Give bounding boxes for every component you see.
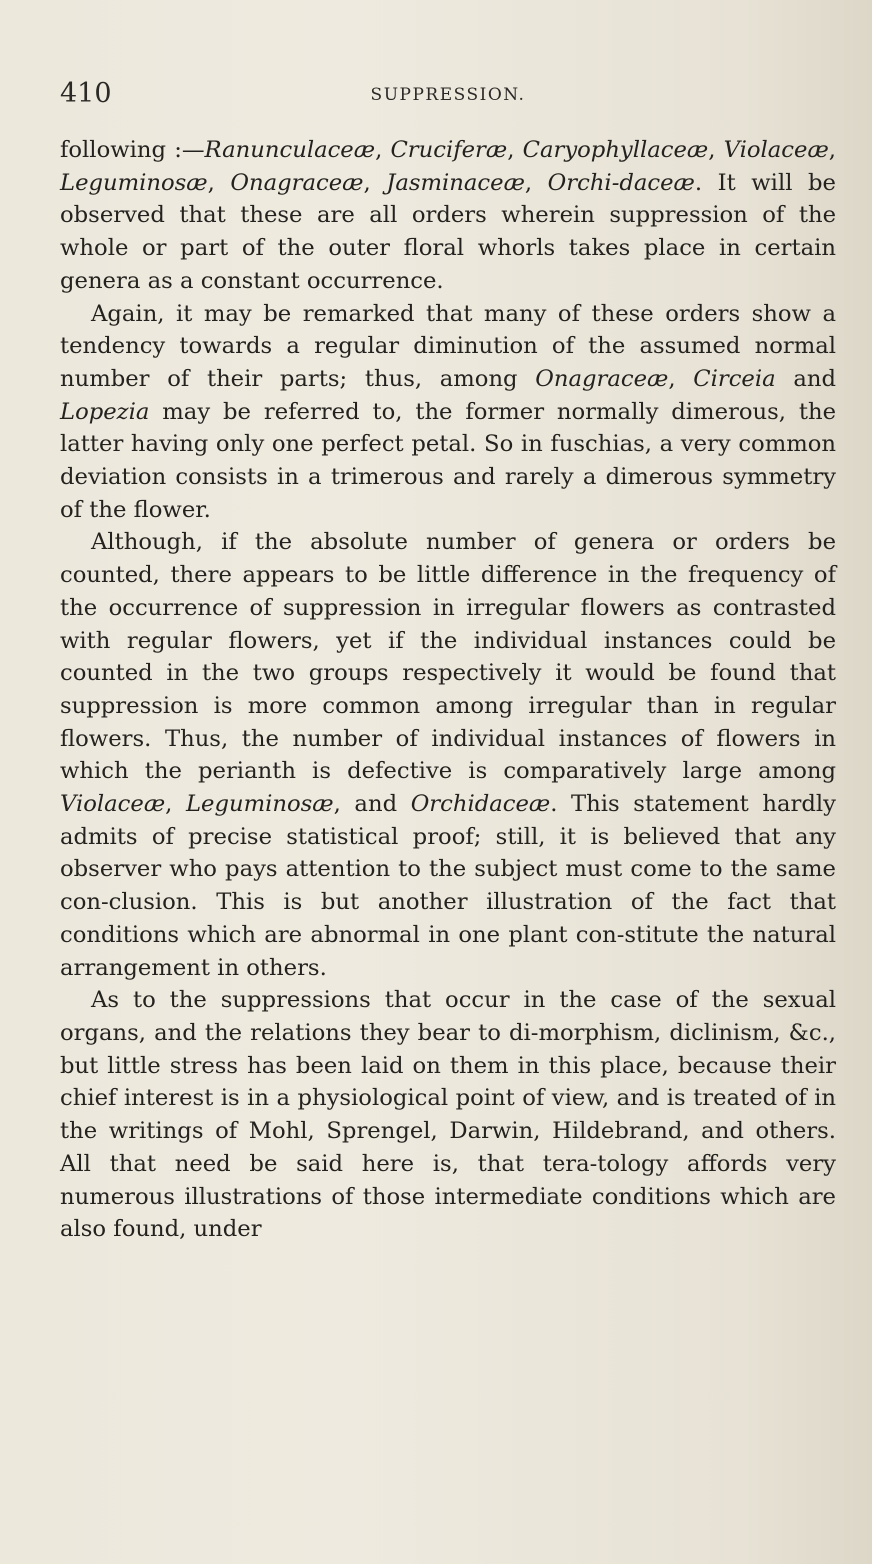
italic-term: Onagraceæ <box>230 169 364 196</box>
running-title: SUPPRESSION. <box>370 85 526 105</box>
text-run: , <box>708 137 724 163</box>
paragraph-1 <box>60 134 836 298</box>
italic-term: Orchi-daceæ <box>547 169 695 196</box>
italic-term: Jasminaceæ <box>386 169 525 196</box>
italic-term: Violaceæ <box>723 137 829 163</box>
italic-term: Leguminosæ <box>60 169 208 196</box>
text-run: As to the suppressions that occur in the case of the sexual organs, and the relations they bear to di-morphism, diclinism, &c., but little stress has been laid on them in this place, because their chief interest is in a physiological point of view, and is treated of in the writings of Mohl, Sprengel, Darwin, Hildebrand, and others. All that need be said here is, that tera-tology affords very numerous illustrations of those intermediate conditions which are also found, under <box>60 987 836 1243</box>
italic-term: Caryophyllaceæ <box>522 137 709 163</box>
running-head <box>60 76 836 112</box>
italic-term: Circeia <box>693 365 776 392</box>
text-run: , <box>363 169 387 196</box>
text-run: , <box>524 169 548 196</box>
text-run: , <box>375 137 391 163</box>
paragraph-3 <box>60 526 836 984</box>
paragraph-2 <box>60 298 836 527</box>
italic-term: Orchidaceæ <box>410 791 551 818</box>
italic-term: Leguminosæ <box>185 791 334 818</box>
text-run: and <box>775 365 836 392</box>
text-run: , <box>828 137 836 163</box>
text-run: , <box>165 791 186 818</box>
italic-term: Onagraceæ <box>535 365 669 392</box>
body-text <box>60 134 836 1246</box>
text-run: , <box>507 137 523 163</box>
paragraph-4 <box>60 984 836 1246</box>
italic-term: Violaceæ <box>60 791 166 818</box>
text-run: following :— <box>60 137 205 163</box>
text-run: Again, it may be remarked that many of these orders show a tendency towards a regular diminution of the assumed normal number of their parts; thus, among <box>60 300 836 392</box>
text-run: Although, if the absolute number of genera or orders be counted, there appears to be little difference in the frequency of the occurrence of suppression in irregular flowers as contrasted with regular flowers, yet if the individual instances could be counted in the two groups respectively it would be found that suppression is more common among irregular than in regular flowers. Thus, the number of individual instances of flowers in which the perianth is defective is comparatively large among <box>60 529 836 785</box>
italic-term: Cruciferæ <box>390 137 508 163</box>
italic-term: Lopezia <box>60 398 150 425</box>
italic-term: Ranunculaceæ <box>204 137 376 163</box>
text-run: . It will be observed that these are all orders wherein suppression of the whole or part of the outer floral whorls takes place in certain genera as a constant occurrence. <box>60 169 836 294</box>
text-run: , <box>668 365 694 392</box>
text-run: , <box>207 169 231 196</box>
text-run: may be referred to, the former normally dimerous, the latter having only one perfect petal. So in fuschias, a very common deviation consists in a trimerous and rarely a dimerous symmetry of the flower. <box>60 398 836 523</box>
text-run: , and <box>333 791 411 818</box>
page-number: 410 <box>60 78 112 109</box>
text-run: . This statement hardly admits of precise statistical proof; still, it is believed that any observer who pays attention to the subject must come to the same con-clusion. This is but another illustration of the fact that conditions which are abnormal in one plant con-stitute the natural arrangement in others. <box>60 791 836 981</box>
